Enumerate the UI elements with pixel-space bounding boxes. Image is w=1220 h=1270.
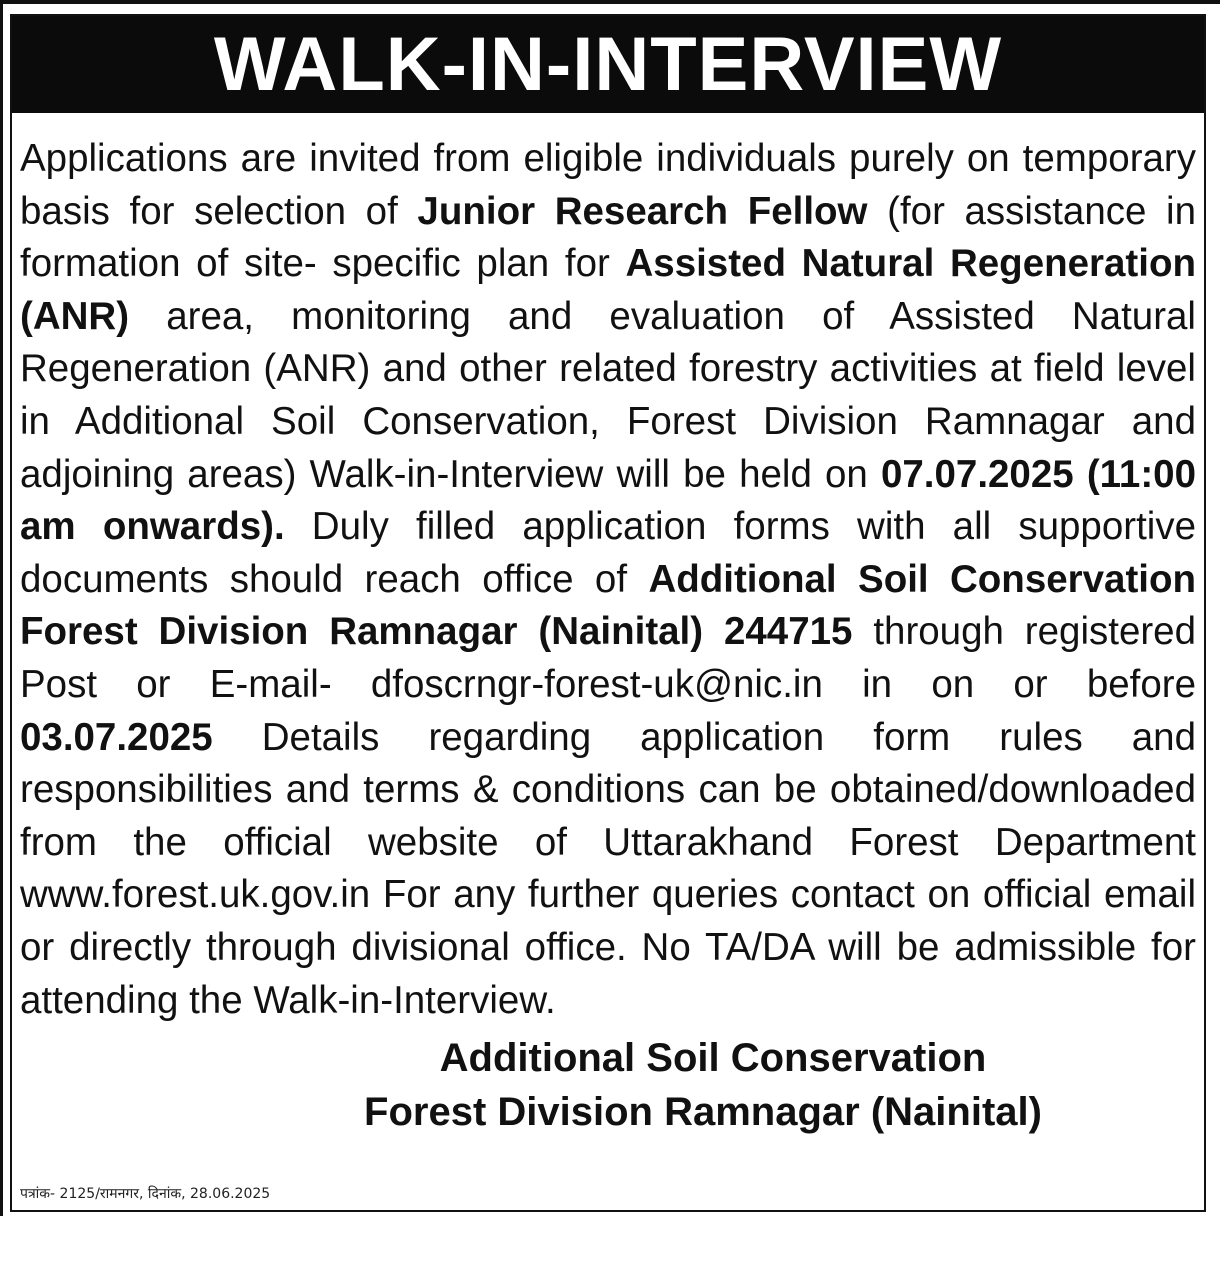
notice-text-1: Applications are invited from eligible individuals purely on temporary basis for selection of (20, 137, 1196, 233)
signature-line-2: Forest Division Ramnagar (Nainital) (364, 1090, 1042, 1135)
left-border-rule (0, 4, 3, 1216)
advertisement-box (10, 14, 1206, 1212)
post-name: Junior Research Fellow (417, 189, 868, 233)
notice-body (12, 113, 1204, 1027)
signature-line-1: Additional Soil Conservation (439, 1036, 987, 1081)
interview-date: 07.07.2025 (11:00 am onwards). (20, 452, 1196, 549)
notice-text-5: through registered Post or E-mail- dfoscrngr-forest-uk@nic.in in on or before (20, 610, 1196, 706)
reference-number: पत्रांक- 2125/रामनगर, दिनांक, 28.06.2025 (20, 1186, 271, 1202)
last-date: 03.07.2025 (20, 715, 213, 759)
notice-text-4: Duly filled application forms with all supportive documents should reach office of (20, 505, 1196, 601)
notice-text-3: area, monitoring and evaluation of Assisted Natural Regeneration (ANR) and other related forestry activities at field level in Additional Soil Conservation, Forest Division Ramnagar and adjoining areas) Walk-in-Interview will be held on (20, 294, 1196, 496)
signature-block (12, 1031, 1204, 1139)
top-border-rule (0, 0, 1220, 4)
notice-text-6: Details regarding application form rules and responsibilities and terms & conditions can be obtained/downloaded from the official website of Uttarakhand Forest Department www.forest.uk.gov.in For any further queries contact on official email or directly through divisional office. No TA/DA will be admissible for attending the Walk-in-Interview. (20, 715, 1196, 1022)
notice-text-2: (for assistance in formation of site- specific plan for (20, 189, 1197, 286)
page-title: WALK-IN-INTERVIEW (213, 21, 1003, 107)
office-address: Additional Soil Conservation Forest Division Ramnagar (Nainital) 244715 (20, 557, 1197, 654)
scheme-name: Assisted Natural Regeneration (ANR) (20, 242, 1196, 338)
title-banner (12, 16, 1204, 113)
